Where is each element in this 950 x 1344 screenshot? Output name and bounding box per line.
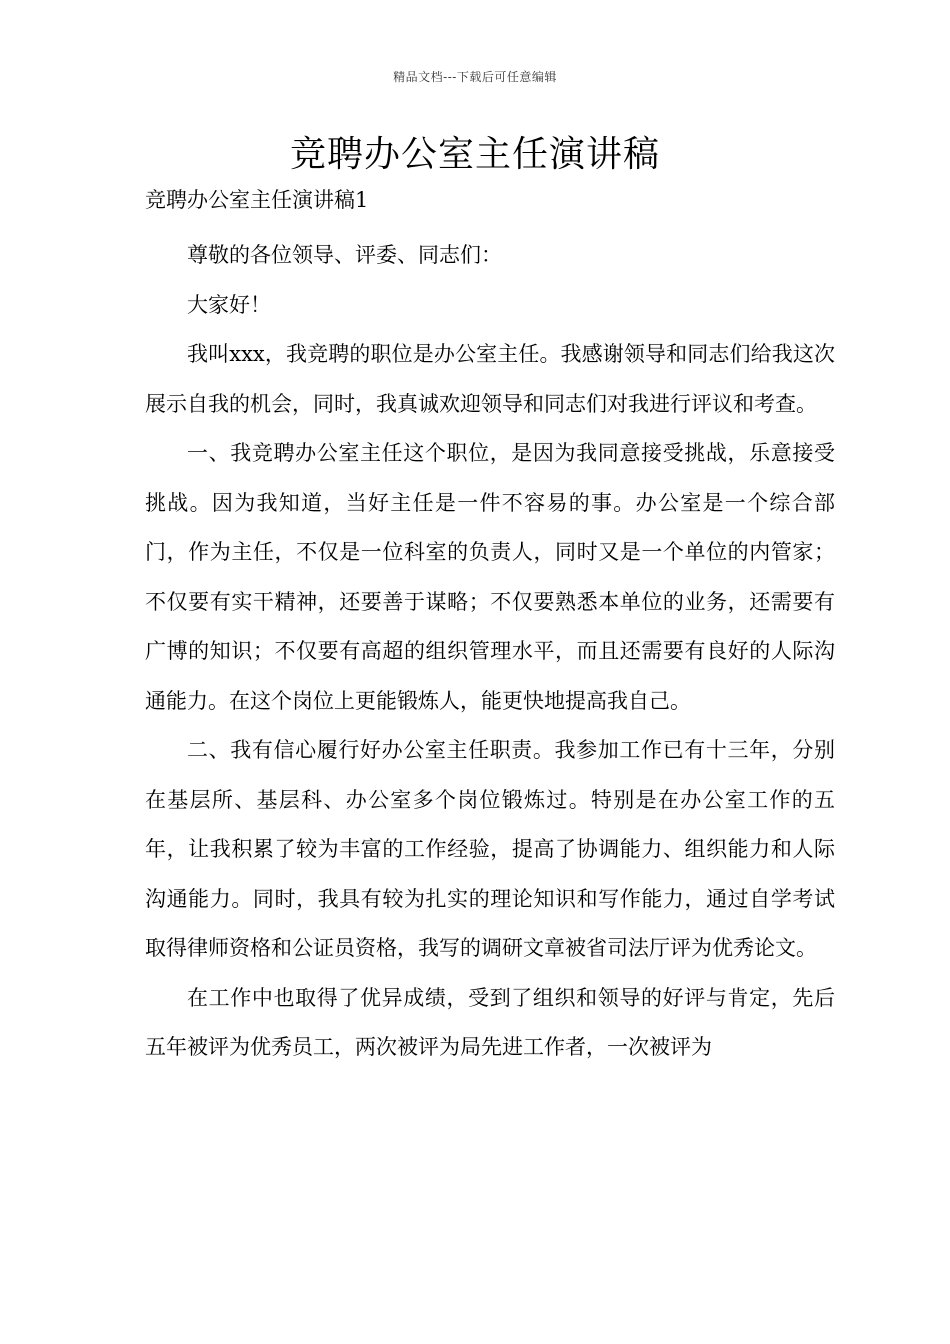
greeting-paragraph: 尊敬的各位领导、评委、同志们： bbox=[187, 243, 502, 267]
body-paragraph: 二、我有信心履行好办公室主任职责。我参加工作已有十三年，分别在基层所、基层科、办公室多个岗位锻炼过。特别是在办公室工作的五年，让我积累了较为丰富的工作经验，提高了协调能力、组织能力和人际沟通能力。同时，我具有较为扎实的理论知识和写作能力，通过自学考试取得律师资格和公证员资格，我写的调研文章被省司法厅评为优秀论文。 bbox=[145, 738, 835, 960]
header-note: 精品文档---下载后可任意编辑 bbox=[393, 70, 557, 84]
section-subtitle: 竞聘办公室主任演讲稿1 bbox=[145, 188, 369, 212]
intro-paragraph: 我叫xxx，我竞聘的职位是办公室主任。我感谢领导和同志们给我这次展示自我的机会，同时，我真诚欢迎领导和同志们对我进行评议和考查。 bbox=[145, 342, 835, 416]
salutation-paragraph: 大家好！ bbox=[187, 292, 271, 317]
body-paragraph: 在工作中也取得了优异成绩，受到了组织和领导的好评与肯定，先后五年被评为优秀员工，两次被评为局先进工作者，一次被评为 bbox=[145, 985, 835, 1059]
document-body bbox=[145, 181, 835, 1073]
body-paragraph: 一、我竞聘办公室主任这个职位，是因为我同意接受挑战，乐意接受挑战。因为我知道，当好主任是一件不容易的事。办公室是一个综合部门，作为主任，不仅是一位科室的负责人，同时又是一个单位的内管家；不仅要有实干精神，还要善于谋略；不仅要熟悉本单位的业务，还需要有广博的知识；不仅要有高超的组织管理水平，而且还需要有良好的人际沟通能力。在这个岗位上更能锻炼人，能更快地提高我自己。 bbox=[145, 441, 835, 713]
document-title: 竞聘办公室主任演讲稿 bbox=[289, 134, 660, 175]
